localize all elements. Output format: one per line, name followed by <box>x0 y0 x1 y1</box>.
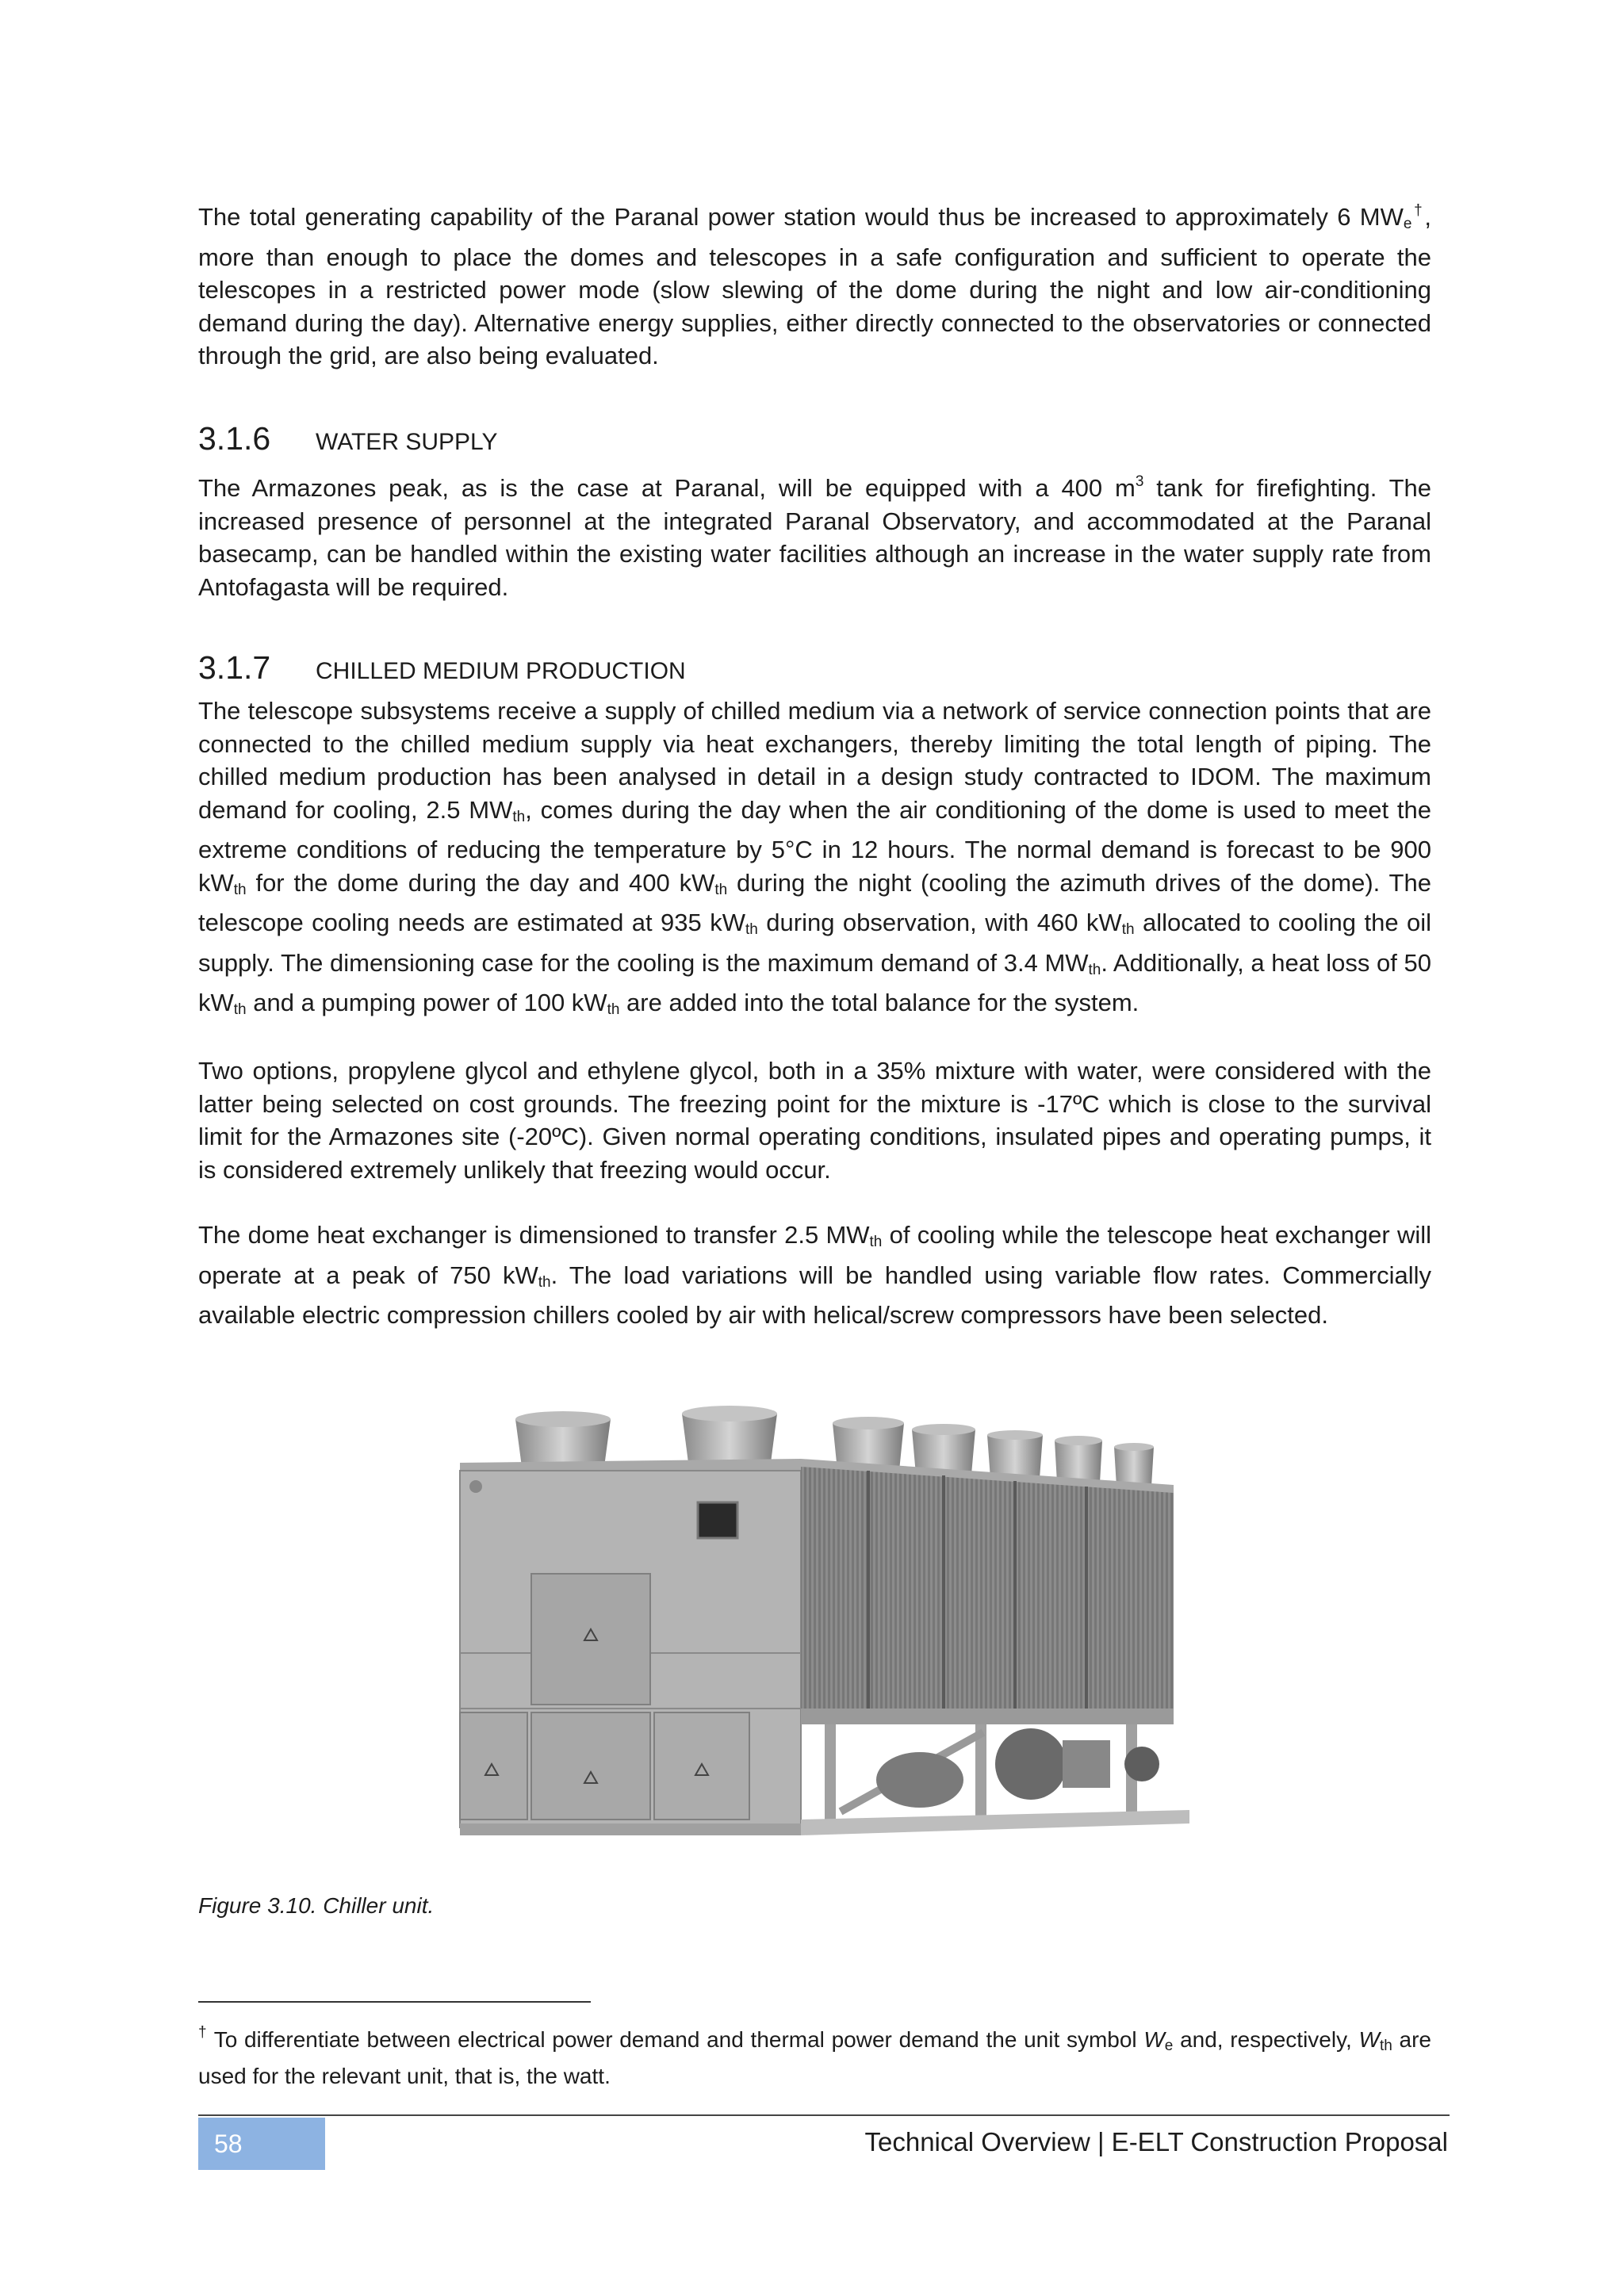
footnote-marker[interactable]: † <box>1411 202 1425 219</box>
section-title: CHILLED MEDIUM PRODUCTION <box>316 658 686 684</box>
text-run: The dome heat exchanger is dimensioned to transfer 2.5 MW <box>198 1221 870 1249</box>
footnote-divider <box>198 2001 591 2003</box>
footnote-marker: † <box>198 2024 208 2041</box>
text-run: and a pumping power of 100 kW <box>246 989 607 1016</box>
footer-divider <box>198 2114 1450 2116</box>
condenser-coils <box>801 1467 1174 1709</box>
text-run: for the dome during the day and 400 kW <box>246 868 715 897</box>
subscript: th <box>745 921 758 938</box>
text-run: The Armazones peak, as is the case at Paranal, will be equipped with a 400 m <box>198 474 1136 502</box>
subscript: e <box>1403 216 1412 232</box>
text-run: of cooling while the telescope heat exchanger will operate at a peak of 750 kW <box>198 1221 1431 1289</box>
subscript: th <box>1088 961 1101 978</box>
compressor-frame <box>825 1724 1159 1820</box>
subscript: th <box>538 1273 551 1291</box>
text-run: tank for firefighting. The increased presence of personnel at the integrated Paranal Observatory, and accommodated at the Paranal basecamp, can be handled within the existing water facilities although an increase in the water supply rate from Antofagasta will be required. <box>198 474 1431 601</box>
footnote <box>198 2018 1431 2091</box>
text-run: . Additionally, a heat loss of 50 kW <box>198 948 1431 1016</box>
paragraph-glycol-options: Two options, propylene glycol and ethylene glycol, both in a 35% mixture with water, were considered with the latter being selected on cost grounds. The freezing point for the mixture is -17ºC which is close to the survival limit for the Armazones site (-20ºC). Given normal operating conditions, insulated pipes and operating pumps, it is considered extremely unlikely that freezing would occur. <box>198 1057 1431 1184</box>
text-run: and, respectively, <box>1173 2027 1359 2052</box>
figure-caption: Figure 3.10. Chiller unit. <box>198 1893 435 1918</box>
text-run: . The load variations will be handled using variable flow rates. Commercially available electric compression chillers cooled by air with helical/screw compressors have been selected. <box>198 1261 1431 1329</box>
section-title: WATER SUPPLY <box>316 429 498 455</box>
text-run: allocated to cooling the oil supply. The dimensioning case for the cooling is the maximum demand of 3.4 MW <box>198 909 1432 977</box>
subscript: th <box>1121 921 1135 938</box>
text-run: , more than enough to place the domes and telescopes in a safe configuration and sufficient to operate the telescopes in a restricted power mode (slow slewing of the dome during the night and low air-conditioning demand during the day). Alternative energy supplies, either directly connected to the observatories or connected through the grid, are also being evaluated. <box>198 203 1431 369</box>
subscript: th <box>714 881 728 898</box>
subscript: th <box>607 1001 620 1018</box>
section-number: 3.1.6 <box>198 420 271 457</box>
text-run: The total generating capability of the Paranal power station would thus be increased to approximately 6 MW <box>198 203 1404 231</box>
text-run: are added into the total balance for the system. <box>619 989 1139 1016</box>
text-run: during the night (cooling the azimuth drives of the dome). The telescope cooling needs are estimated at 935 kW <box>198 868 1431 936</box>
text-run: To differentiate between electrical power demand and thermal power demand the unit symbol <box>207 2027 1144 2052</box>
superscript: 3 <box>1135 473 1144 490</box>
control-display <box>698 1502 737 1538</box>
unit-symbol: W <box>1143 2027 1165 2052</box>
subscript: th <box>233 881 247 898</box>
running-title: Technical Overview | E-ELT Construction Proposal <box>864 2127 1448 2156</box>
section-heading-chilled-medium <box>198 648 686 691</box>
unit-symbol: W <box>1358 2027 1380 2052</box>
subscript: e <box>1164 2038 1174 2054</box>
text-run: The telescope subsystems receive a supply of chilled medium via a network of service connection points that are connected to the chilled medium supply via heat exchangers, thereby limiting the total length of piping. The chilled medium production has been analysed in detail in a design study contracted to IDOM. The maximum demand for cooling, 2.5 MW <box>198 697 1431 824</box>
subscript: th <box>1379 2038 1392 2054</box>
chiller-unit-image <box>428 1391 1205 1867</box>
paragraph-heat-exchanger <box>198 1219 1431 1332</box>
subscript: th <box>869 1234 883 1250</box>
page-number: 58 <box>198 2118 325 2170</box>
paragraph-chilled-medium <box>198 695 1431 1027</box>
text-run: during observation, with 460 kW <box>757 909 1122 936</box>
subscript: th <box>512 808 526 825</box>
section-number: 3.1.7 <box>198 649 271 686</box>
text-run: are used for the relevant unit, that is, the watt. <box>198 2027 1431 2088</box>
text-run: , comes during the day when the air conditioning of the dome is used to meet the extreme conditions of reducing the temperature by 5°C in 12 hours. The normal demand is forecast to be 900 kW <box>198 795 1432 897</box>
paragraph-water-supply <box>198 465 1431 603</box>
paragraph-power-station <box>198 194 1431 373</box>
subscript: th <box>233 1001 247 1018</box>
section-heading-water-supply <box>198 419 497 462</box>
